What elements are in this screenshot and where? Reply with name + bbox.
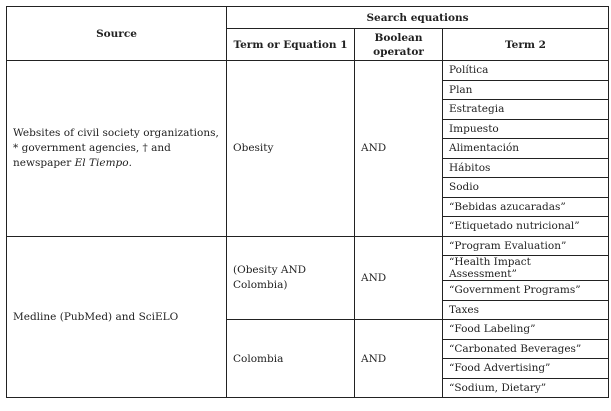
term2-cell: Plan — [443, 80, 609, 100]
search-equations-table — [6, 6, 609, 398]
term1-cell: Obesity — [227, 61, 355, 237]
source-text: Websites of civil society organizations, * — [13, 126, 219, 154]
term2-cell: Alimentación — [443, 139, 609, 159]
term2-cell: Estrategia — [443, 100, 609, 120]
operator-cell: AND — [355, 236, 443, 320]
operator-cell: AND — [355, 320, 443, 398]
operator-cell: AND — [355, 61, 443, 237]
term2-cell: “Food Advertising” — [443, 359, 609, 379]
term2-cell: “Carbonated Beverages” — [443, 339, 609, 359]
term2-cell: “Health Impact Assessment” — [443, 256, 609, 281]
header-term2: Term 2 — [443, 29, 609, 61]
term2-cell: “Government Programs” — [443, 281, 609, 301]
header-source: Source — [7, 7, 227, 61]
term1-cell: Colombia — [227, 320, 355, 398]
term2-cell: “Program Evaluation” — [443, 236, 609, 256]
header-operator: Boolean operator — [355, 29, 443, 61]
term2-cell: “Sodium, Dietary” — [443, 378, 609, 398]
term2-cell: Sodio — [443, 178, 609, 198]
source-cell-websites — [7, 61, 227, 237]
term2-cell: Hábitos — [443, 158, 609, 178]
term2-cell: “Bebidas azucaradas” — [443, 197, 609, 217]
header-search-equations: Search equations — [227, 7, 609, 29]
term2-cell: “Food Labeling” — [443, 320, 609, 340]
source-cell-medline: Medline (PubMed) and SciELO — [7, 236, 227, 398]
term2-cell: Impuesto — [443, 119, 609, 139]
term2-cell: “Etiquetado nutricional” — [443, 217, 609, 237]
term1-cell: (Obesity AND Colombia) — [227, 236, 355, 320]
header-term1: Term or Equation 1 — [227, 29, 355, 61]
source-newspaper: El Tiempo — [74, 156, 129, 169]
source-suffix: . — [128, 156, 132, 169]
term2-cell: Política — [443, 61, 609, 81]
term2-cell: Taxes — [443, 300, 609, 320]
source-text: government agencies, † and newspaper — [13, 141, 171, 169]
